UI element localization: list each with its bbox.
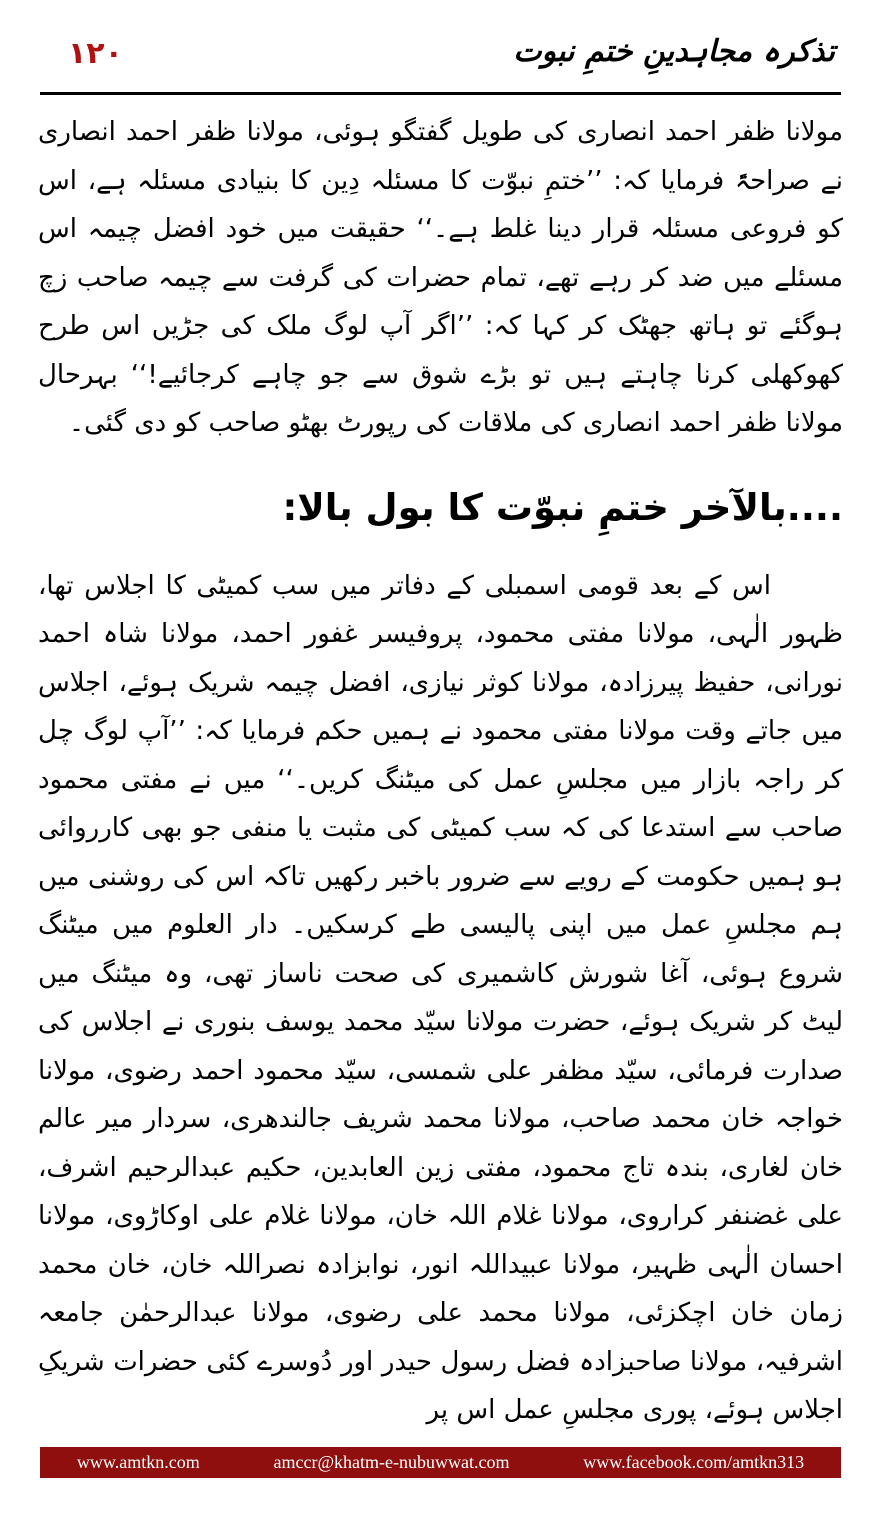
- footer-link-email[interactable]: amccr@khatm-e-nubuwwat.com: [273, 1452, 510, 1472]
- footer-link-facebook[interactable]: www.facebook.com/amtkn313: [583, 1452, 805, 1472]
- paragraph-1: مولانا ظفر احمد انصاری کی طویل گفتگو ہوئی، مولانا ظفر احمد انصاری نے صراحۃً فرمایا کہ: ’’ختمِ نبوّت کا مسئلہ دِین کا بنیادی مسئلہ ہے، اس کو فروعی مسئلہ قرار دینا غلط ہے۔‘‘ حقیقت میں خود افضل چیمہ اس مسئلے میں ضد کر رہے تھے، تمام حضرات کی گرفت سے چیمہ صاحب زچ ہوگئے تو ہاتھ جھٹک کر کہا کہ: ’’اگر آپ لوگ ملک کی جڑیں اس طرح کھوکھلی کرنا چاہتے ہیں تو بڑے شوق سے جو چاہے کرجائیے!‘‘ بہرحال مولانا ظفر احمد انصاری کی ملاقات کی رپورٹ بھٹو صاحب کو دی گئی۔: [38, 117, 843, 438]
- page-number: ۱۲۰: [68, 36, 123, 71]
- header-divider: [40, 92, 841, 95]
- footer-link-website[interactable]: www.amtkn.com: [76, 1452, 200, 1472]
- page-header: [40, 28, 841, 92]
- book-title: تذکرہ مجاہدینِ ختمِ نبوت: [513, 34, 835, 69]
- page-body: [38, 108, 843, 1435]
- footer-bar: [40, 1447, 841, 1478]
- section-heading: ....بالآخر ختمِ نبوّت کا بول بالا:: [282, 485, 843, 529]
- paragraph-2: اس کے بعد قومی اسمبلی کے دفاتر میں سب کمیٹی کا اجلاس تھا، ظہور الٰہی، مولانا مفتی محمود، پروفیسر غفور احمد، مولانا شاہ احمد نورانی، حفیظ پیرزادہ، مولانا کوثر نیازی، افضل چیمہ شریک ہوئے، اجلاس میں جاتے وقت مولانا مفتی محمود نے ہمیں حکم فرمایا کہ: ’’آپ لوگ چل کر راجہ بازار میں مجلسِ عمل کی میٹنگ کریں۔‘‘ میں نے مفتی محمود صاحب سے استدعا کی کہ سب کمیٹی کی مثبت یا منفی جو بھی کارروائی ہو ہمیں حکومت کے رویے سے ضرور باخبر رکھیں تاکہ اس کی روشنی میں ہم مجلسِ عمل میں اپنی پالیسی طے کرسکیں۔ دار العلوم میں میٹنگ شروع ہوئی، آغا شورش کاشمیری کی صحت ناساز تھی، وہ میٹنگ میں لیٹ کر شریک ہوئے، حضرت مولانا سیّد محمد یوسف بنوری نے اجلاس کی صدارت فرمائی، سیّد مظفر علی شمسی، سیّد محمود احمد رضوی، مولانا خواجہ خان محمد صاحب، مولانا محمد شریف جالندھری، سردار میر عالم خان لغاری، بندہ تاج محمود، مفتی زین العابدین، حکیم عبدالرحیم اشرف، علی غضنفر کراروی، مولانا غلام اللہ خان، مولانا غلام علی اوکاڑوی، مولانا احسان الٰہی ظہیر، مولانا عبیداللہ انور، نوابزادہ نصراللہ خان، خان محمد زمان خان اچکزئی، مولانا محمد علی رضوی، مولانا عبدالرحمٰن جامعہ اشرفیہ، مولانا صاحبزادہ فضل رسول حیدر اور دُوسرے کئی حضرات شریکِ اجلاس ہوئے، پوری مجلسِ عمل اس پر: [38, 570, 843, 1425]
